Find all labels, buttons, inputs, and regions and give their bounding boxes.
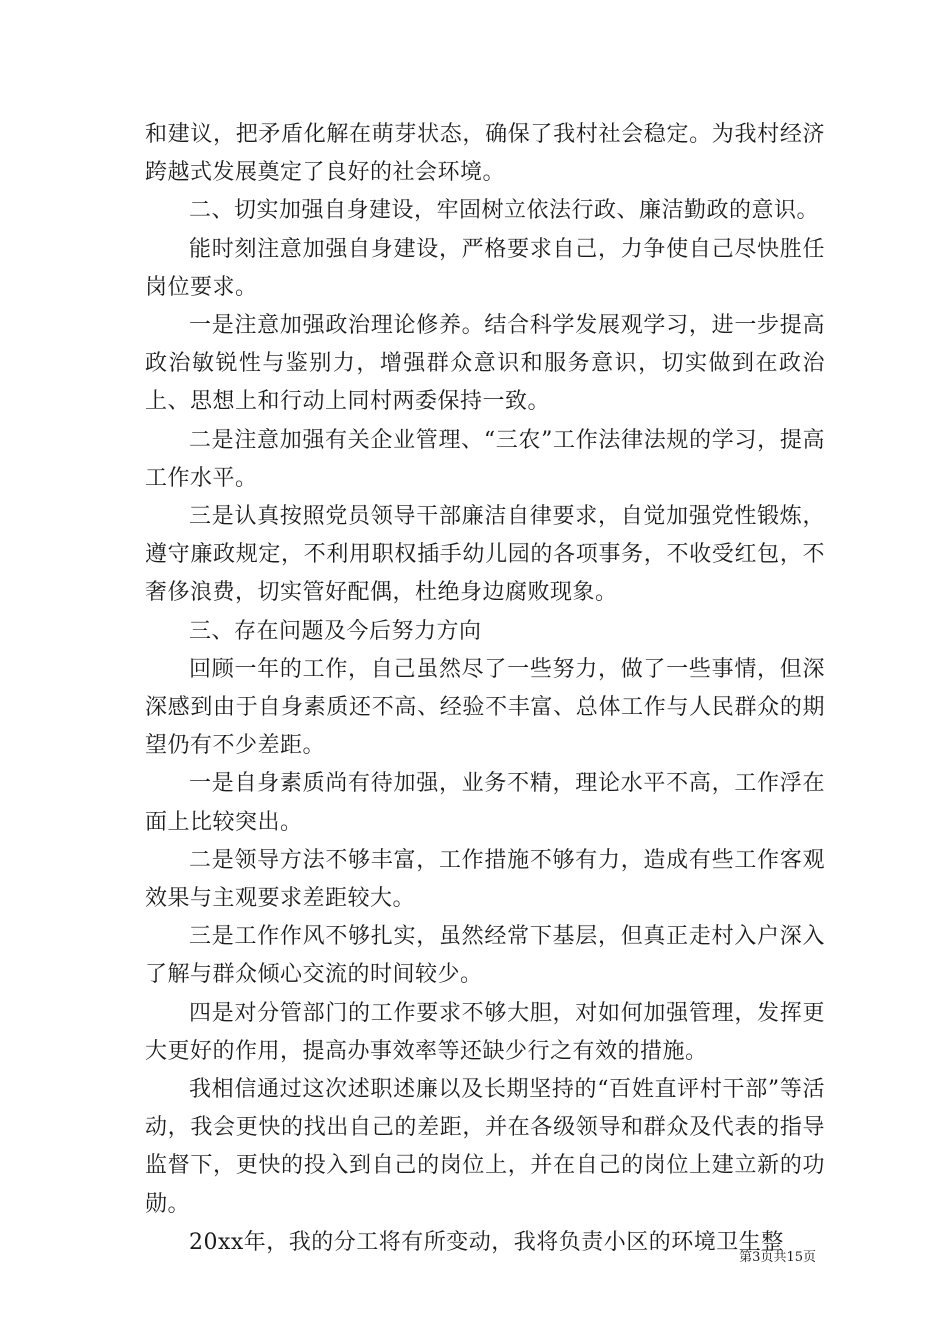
paragraph-10: 二是领导方法不够丰富，工作措施不够有力，造成有些工作客观效果与主观要求差距较大。 — [145, 847, 825, 912]
paragraph-11: 三是工作作风不够扎实，虽然经常下基层，但真正走村入户深入了解与群众倾心交流的时间较少。 — [145, 924, 825, 988]
paragraph-3: 能时刻注意加强自身建设，严格要求自己，力争使自己尽快胜任岗位要求。 — [145, 236, 825, 300]
paragraph-6: 三是认真按照党员领导干部廉洁自律要求，自觉加强党性锻炼，遵守廉政规定，不利用职权插手幼儿园的各项事务，不收受红包，不奢侈浪费，切实管好配偶，杜绝身边腐败现象。 — [145, 504, 825, 606]
paragraph-12: 四是对分管部门的工作要求不够大胆，对如何加强管理，发挥更大更好的作用，提高办事效率等还缺少行之有效的措施。 — [145, 1000, 825, 1064]
paragraph-14: 20xx年，我的分工将有所变动，我将负责小区的环境卫生整 — [189, 1229, 784, 1255]
paragraph-9: 一是自身素质尚有待加强，业务不精，理论水平不高，工作浮在面上比较突出。 — [145, 771, 825, 835]
page-number: 第3页共15页 — [739, 1250, 816, 1265]
document-body — [145, 116, 825, 1262]
paragraph-1: 和建议，把矛盾化解在萌芽状态，确保了我村社会稳定。为我村经济跨越式发展奠定了良好的社会环境。 — [145, 122, 825, 186]
paragraph-4: 一是注意加强政治理论修养。结合科学发展观学习，进一步提高政治敏锐性与鉴别力，增强群众意识和服务意识，切实做到在政治上、思想上和行动上同村两委保持一致。 — [145, 313, 825, 415]
paragraph-7-heading: 三、存在问题及今后努力方向 — [189, 618, 482, 644]
paragraph-8: 回顾一年的工作，自己虽然尽了一些努力，做了一些事情，但深深感到由于自身素质还不高、经验不丰富、总体工作与人民群众的期望仍有不少差距。 — [145, 656, 825, 759]
paragraph-2-heading: 二、切实加强自身建设，牢固树立依法行政、廉洁勤政的意识。 — [189, 198, 820, 224]
paragraph-5: 二是注意加强有关企业管理、“三农”工作法律法规的学习，提高工作水平。 — [145, 427, 825, 491]
paragraph-13: 我相信通过这次述职述廉以及长期坚持的“百姓直评村干部”等活动，我会更快的找出自己的差距，并在各级领导和群众及代表的指导监督下，更快的投入到自己的岗位上，并在自己的岗位上建立新的功勋。 — [145, 1077, 825, 1217]
